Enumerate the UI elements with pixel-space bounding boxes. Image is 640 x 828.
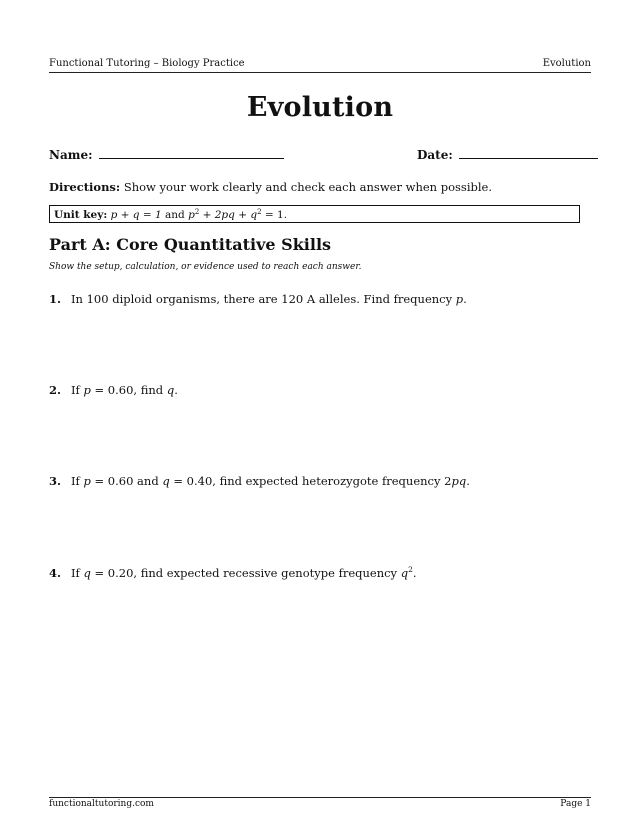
question-number: 3. [49, 474, 62, 488]
question-1 [49, 292, 467, 306]
header-rule [49, 72, 591, 73]
date-blank-line[interactable] [459, 148, 598, 159]
question-4-mid: = 0.20, find expected recessive genotype frequency [90, 566, 401, 580]
question-3-pre: If [71, 474, 84, 488]
question-2-mid: = 0.60, find [90, 383, 167, 397]
header-left: Functional Tutoring – Biology Practice [49, 58, 245, 69]
running-footer [49, 799, 591, 809]
unit-key-eq2-b: + 2pq + q [199, 209, 258, 221]
question-2-var1: p [83, 383, 91, 397]
question-4-var1: q [83, 566, 91, 580]
question-3-var1: p [83, 474, 91, 488]
question-number: 1. [49, 292, 62, 306]
question-4-exp: 2 [408, 565, 413, 574]
unit-key-exp-1: 2 [194, 208, 200, 216]
unit-key-label: Unit key: [54, 209, 108, 221]
question-3-mid2: = 0.40, find expected heterozygote frequency 2 [169, 474, 452, 488]
question-text [71, 474, 470, 488]
footer-left: functionaltutoring.com [49, 799, 154, 809]
question-text [71, 292, 467, 306]
unit-key-eq2-c: = 1. [261, 209, 288, 221]
name-field [49, 148, 284, 162]
question-1-var: p [455, 292, 464, 306]
section-title: Part A: Core Quantitative Skills [49, 235, 332, 254]
header-right: Evolution [542, 58, 591, 69]
question-3-var3: pq [451, 474, 467, 488]
page-title: Evolution [246, 92, 394, 123]
section-subtitle: Show the setup, calculation, or evidence used to reach each answer. [49, 262, 362, 272]
footer-rule [49, 797, 591, 798]
question-1-end: . [463, 292, 467, 306]
question-3-end: . [466, 474, 470, 488]
unit-key-joiner: and [164, 209, 185, 221]
directions [49, 180, 492, 194]
question-number: 4. [49, 566, 62, 580]
running-header [49, 58, 591, 72]
question-2-pre: If [71, 383, 84, 397]
name-label: Name: [49, 148, 93, 162]
unit-key-exp-2: 2 [257, 208, 262, 216]
question-4 [49, 566, 417, 580]
unit-key-eq1: p + q = 1 [110, 209, 162, 221]
unit-key-eq2-a: p [188, 209, 195, 221]
footer-page-number: Page 1 [560, 799, 591, 809]
question-2-end: . [174, 383, 178, 397]
name-blank-line[interactable] [99, 148, 284, 159]
unit-key-box [49, 205, 580, 223]
question-text [71, 566, 417, 580]
question-3-var2: q [162, 474, 170, 488]
question-4-var2: q [400, 566, 409, 580]
question-2-var2: q [166, 383, 175, 397]
question-3 [49, 474, 470, 488]
date-label: Date: [417, 148, 453, 162]
directions-text: Show your work clearly and check each answer when possible. [123, 180, 493, 194]
question-4-pre: If [71, 566, 84, 580]
directions-label: Directions: [49, 180, 121, 194]
question-text [71, 383, 178, 397]
question-4-end: . [412, 566, 417, 580]
date-field [417, 148, 598, 162]
question-2 [49, 383, 178, 397]
question-number: 2. [49, 383, 62, 397]
question-3-mid1: = 0.60 and [90, 474, 163, 488]
question-1-text: In 100 diploid organisms, there are 120 A alleles. Find frequency [71, 292, 456, 306]
